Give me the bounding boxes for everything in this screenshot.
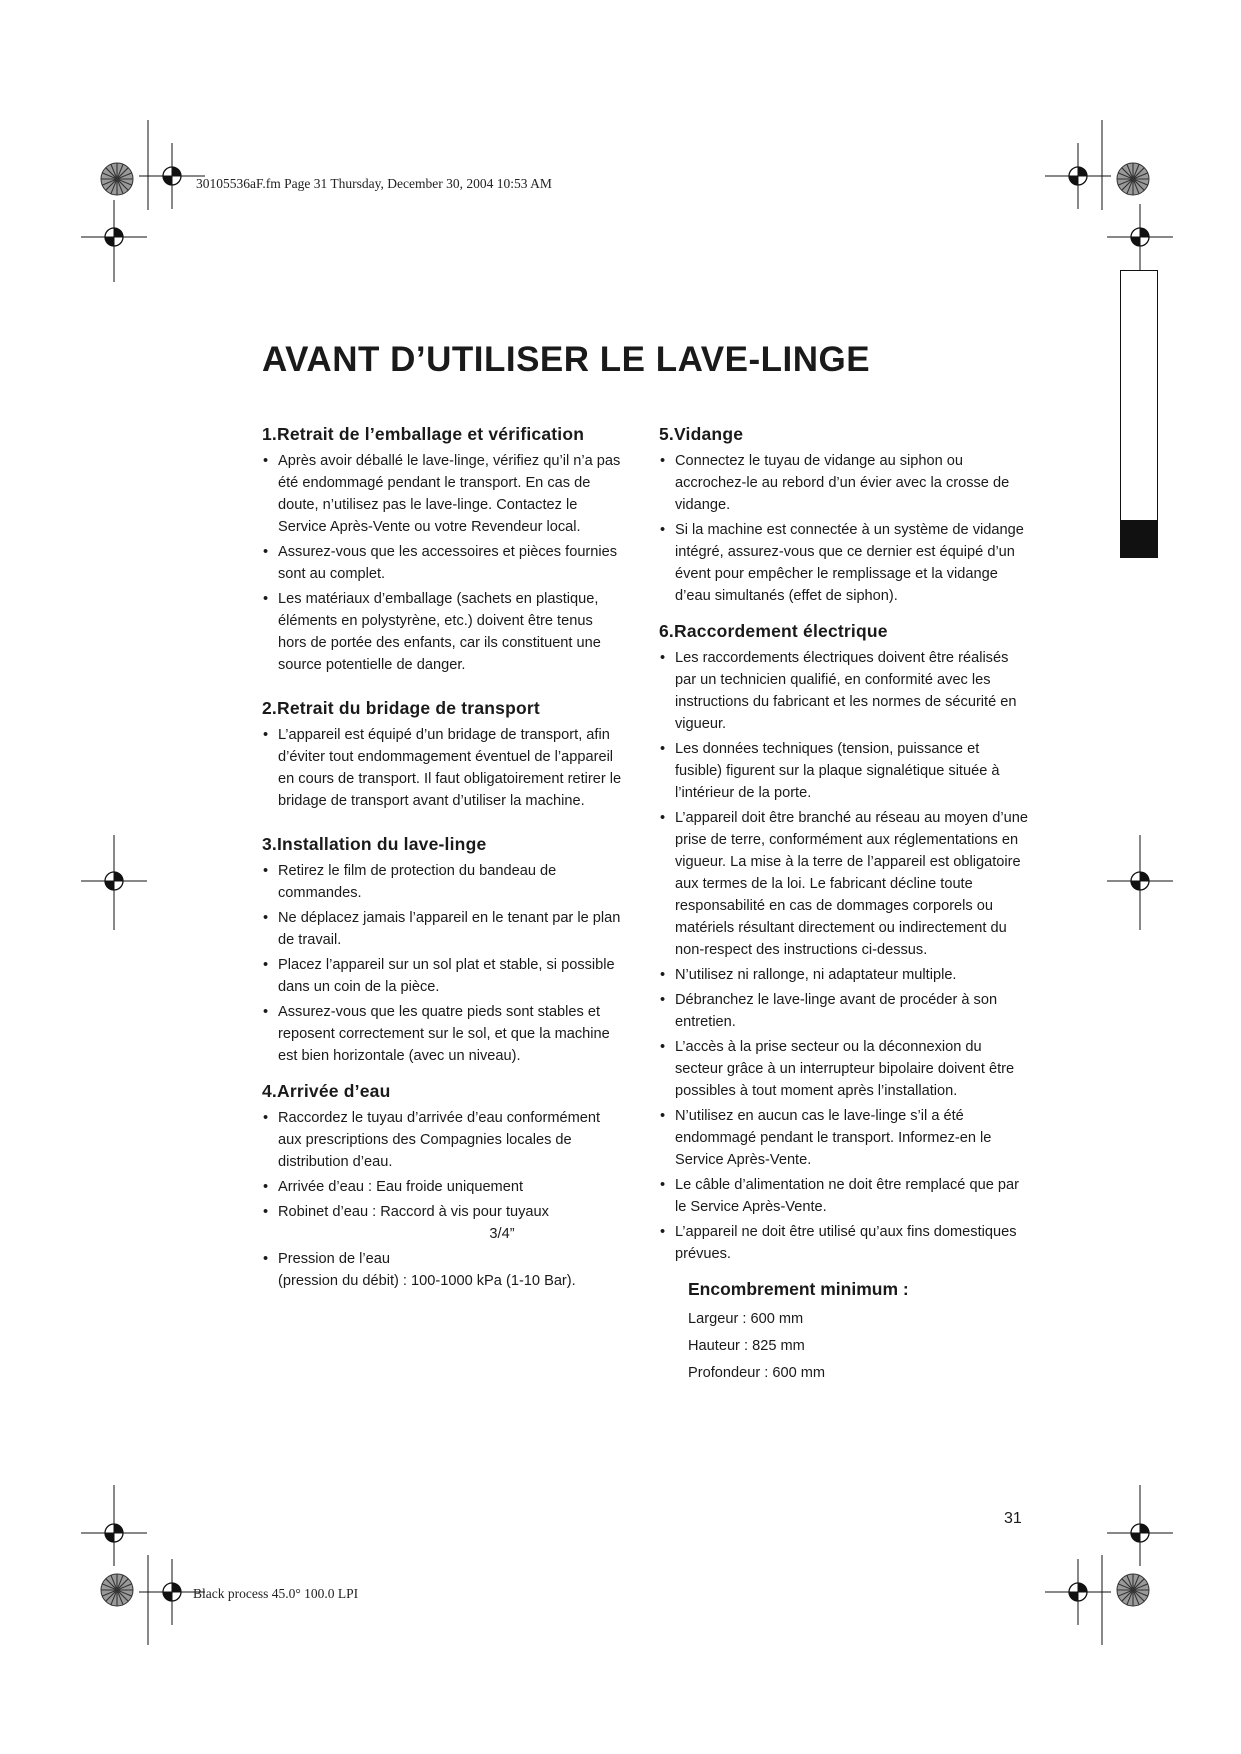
section-heading: 4.Arrivée d’eau [262,1081,391,1101]
list-item: • L’appareil ne doit être utilisé qu’aux fins domestiques prévues. [659,1221,1029,1265]
section-heading: 3.Installation du lave-linge [262,834,487,854]
list-item: • Les raccordements électriques doivent être réalisés par un technicien qualifié, en conformité avec les instructions du fabricant et les normes de sécurité en vigueur. [659,647,1029,735]
page-title: AVANT D’UTILISER LE LAVE-LINGE [262,340,871,379]
list-item: • Raccordez le tuyau d’arrivée d’eau conformément aux prescriptions des Compagnies locales de distribution d’eau. [262,1107,622,1173]
list-item: • Assurez-vous que les accessoires et pièces fournies sont au complet. [262,541,622,585]
list-item: • Placez l’appareil sur un sol plat et stable, si possible dans un coin de la pièce. [262,954,622,998]
list-item: • Assurez-vous que les quatre pieds sont stables et reposent correctement sur le sol, et que la machine est bien horizontale (avec un niveau). [262,1001,622,1067]
list-item: • Après avoir déballé le lave-linge, vérifiez qu’il n’a pas été endommagé pendant le transport. En cas de doute, n’utilisez pas le lave-linge. Contactez le Service Après-Vente ou votre Revendeur local. [262,450,622,538]
list-item: • N’utilisez en aucun cas le lave-linge s’il a été endommagé pendant le transport. Informez-en le Service Après-Vente. [659,1105,1029,1171]
list-item: • Le câble d’alimentation ne doit être remplacé que par le Service Après-Vente. [659,1174,1029,1218]
pression-value: (pression du débit) : 100-1000 kPa (1-10 Bar). [278,1273,576,1289]
section-installation [262,834,622,1067]
section-heading: 6.Raccordement électrique [659,621,888,641]
list-item: • Connectez le tuyau de vidange au siphon ou accrochez-le au rebord d’un évier avec la crosse de vidange. [659,450,1029,516]
section-heading: 5.Vidange [659,424,744,444]
list-item: • Robinet d’eau : Raccord à vis pour tuyaux [262,1201,622,1223]
section-arrivee-eau [262,1081,622,1292]
list-item: • Retirez le film de protection du bandeau de commandes. [262,860,622,904]
right-column [659,424,1029,1387]
section-heading: 2.Retrait du bridage de transport [262,698,540,718]
robinet-size: 3/4” [489,1226,515,1242]
section-raccordement-electrique [659,621,1029,1265]
list-item: • L’accès à la prise secteur ou la déconnexion du secteur grâce à un interrupteur bipolaire doivent être possibles à tout moment après l’installation. [659,1036,1029,1102]
hauteur-value: Hauteur : 825 mm [688,1338,805,1354]
encombrement-block [688,1279,1029,1387]
list-item: • Pression de l’eau [262,1248,622,1270]
print-header-info: 30105536aF.fm Page 31 Thursday, December 30, 2004 10:53 AM [196,176,552,191]
left-column [262,424,622,1306]
profondeur-value: Profondeur : 600 mm [688,1365,826,1381]
list-item: • L’appareil doit être branché au réseau au moyen d’une prise de terre, conformément aux réglementations en vigueur. La mise à la terre de l’appareil est obligatoire aux termes de la loi. Le fabricant décline toute responsabilité en cas de dommages corporels ou matériels résultant directement ou indirectement du non-respect des instructions ci-dessus. [659,807,1029,961]
list-item: • Les matériaux d’emballage (sachets en plastique, éléments en polystyrène, etc.) doivent être tenus hors de portée des enfants, car ils constituent une source potentielle de danger. [262,588,622,676]
page-number: 31 [1004,1510,1022,1527]
largeur-value: Largeur : 600 mm [688,1311,804,1327]
list-item: • Arrivée d’eau : Eau froide uniquement [262,1176,622,1198]
list-item: • Les données techniques (tension, puissance et fusible) figurent sur la plaque signalétique située à l’intérieur de la porte. [659,738,1029,804]
section-tab-marker [1120,520,1158,558]
section-retrait-emballage [262,424,622,676]
section-bridage-transport [262,698,622,812]
print-footer-info: Black process 45.0° 100.0 LPI [193,1586,359,1601]
list-item: • N’utilisez ni rallonge, ni adaptateur multiple. [659,964,1029,986]
section-vidange [659,424,1029,607]
section-tab-outline [1120,270,1158,522]
section-heading: 1.Retrait de l’emballage et vérification [262,424,585,444]
list-item: • Ne déplacez jamais l’appareil en le tenant par le plan de travail. [262,907,622,951]
list-item: • L’appareil est équipé d’un bridage de transport, afin d’éviter tout endommagement éventuel de l’appareil en cours de transport. Il faut obligatoirement retirer le bridage de transport avant d’utiliser la machine. [262,724,622,812]
list-item: • Débranchez le lave-linge avant de procéder à son entretien. [659,989,1029,1033]
list-item: • Si la machine est connectée à un système de vidange intégré, assurez-vous que ce dernier est équipé d’un évent pour empêcher le remplissage et la vidange d’eau simultanés (effet de siphon). [659,519,1029,607]
encombrement-heading: Encombrement minimum : [688,1279,909,1299]
